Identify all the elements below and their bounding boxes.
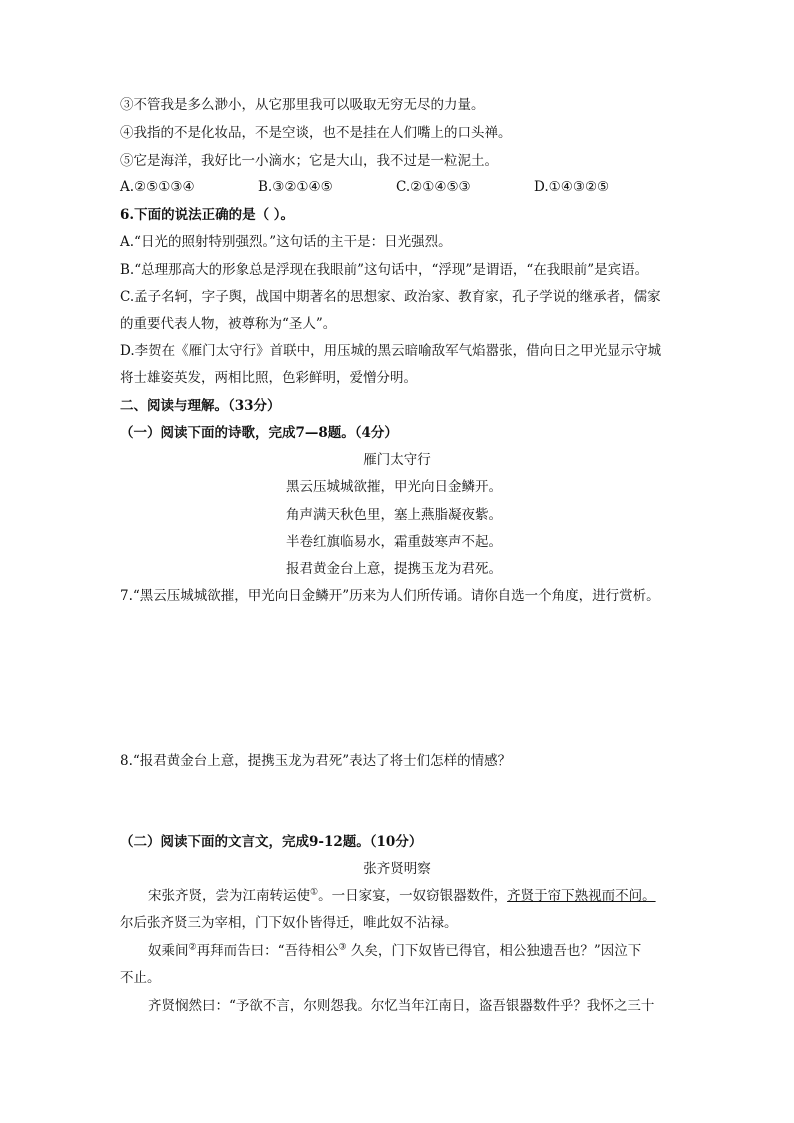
- q6-option-d-line2: 将士雄姿英发，两相比照，色彩鲜明，爱憎分明。: [120, 370, 417, 386]
- prose-paragraph-3-line1: 齐贤悯然曰：“予欲不言，尔则怨我。尔忆当年江南日，盗吾银器数件乎？我怀之三十: [148, 998, 655, 1014]
- poem-line-1: 黑云压城城欲摧，甲光向日金鳞开。: [286, 479, 502, 495]
- poem-line-2: 角声满天秋色里，塞上燕脂凝夜紫。: [286, 507, 502, 523]
- footnote-marker: ②: [188, 942, 197, 953]
- q5-option-d: D.①④③②⑤: [534, 179, 610, 195]
- section2-title: 二、阅读与理解。（33分）: [120, 398, 281, 414]
- prose-text: 再拜而告曰：“吾待相公: [196, 943, 339, 959]
- poem-title: 雁门太守行: [363, 452, 431, 468]
- prose-text: 。一日家宴，一奴窃银器数件，: [318, 888, 508, 904]
- q5-item-5: ⑤它是海洋，我好比一小滴水；它是大山，我不过是一粒泥土。: [120, 153, 498, 169]
- question-8: 8.“报君黄金台上意，提携玉龙为君死”表达了将士们怎样的情感？: [120, 753, 512, 769]
- q5-option-a: A.②⑤①③④: [120, 179, 195, 195]
- q5-option-c: C.②①④⑤③: [396, 179, 471, 195]
- footnote-marker: ③: [338, 942, 347, 953]
- part1-title: （一）阅读下面的诗歌，完成7—8题。（4分）: [120, 425, 398, 441]
- q6-stem: 6.下面的说法正确的是（ ）。: [120, 207, 295, 223]
- q5-item-3: ③不管我是多么渺小，从它那里我可以吸取无穷无尽的力量。: [120, 97, 485, 113]
- prose-text: 宋张齐贤，尝为江南转运使: [148, 888, 310, 904]
- poem-line-4: 报君黄金台上意，提携玉龙为君死。: [286, 561, 502, 577]
- footnote-marker: ①: [310, 887, 319, 898]
- q6-option-b: B.“总理那高大的形象总是浮现在我眼前”这句话中，“浮现”是谓语，“在我眼前”是宾语。: [120, 262, 649, 278]
- prose-paragraph-2-line2: 不止。: [120, 970, 161, 986]
- prose-paragraph-1-line1: [148, 887, 656, 905]
- q5-item-4: ④我指的不是化妆品，不是空谈，也不是挂在人们嘴上的口头禅。: [120, 125, 512, 141]
- prose-title: 张齐贤明察: [363, 861, 431, 877]
- poem-line-3: 半卷红旗临易水，霜重鼓寒声不起。: [286, 534, 502, 550]
- q6-option-c-line1: C.孟子名轲，字子舆，战国中期著名的思想家、政治家、教育家，孔子学说的继承者，儒家: [120, 289, 661, 305]
- prose-paragraph-2-line1: [148, 942, 641, 960]
- q6-option-c-line2: 的重要代表人物，被尊称为“圣人”。: [120, 316, 337, 332]
- underlined-sentence: 齐贤于帘下熟视而不问。: [507, 888, 656, 904]
- prose-text: 奴乘间: [148, 943, 189, 959]
- q6-option-a: A.“日光的照射特别强烈。”这句话的主干是：日光强烈。: [120, 234, 452, 250]
- prose-text: 久矣，门下奴皆已得官，相公独遗吾也？”因泣下: [346, 943, 642, 959]
- q5-option-b: B.③②①④⑤: [258, 179, 333, 195]
- question-7: 7.“黑云压城城欲摧，甲光向日金鳞开”历来为人们所传诵。请你自选一个角度，进行赏析。: [120, 588, 660, 604]
- q6-option-d-line1: D.李贺在《雁门太守行》首联中，用压城的黑云暗喻敌军气焰嚣张，借向日之甲光显示守城: [120, 343, 662, 359]
- prose-paragraph-1-line2: 尔后张齐贤三为宰相，门下奴仆皆得迁，唯此奴不沾禄。: [120, 915, 458, 931]
- part2-title: （二）阅读下面的文言文，完成9-12题。（10分）: [120, 834, 423, 850]
